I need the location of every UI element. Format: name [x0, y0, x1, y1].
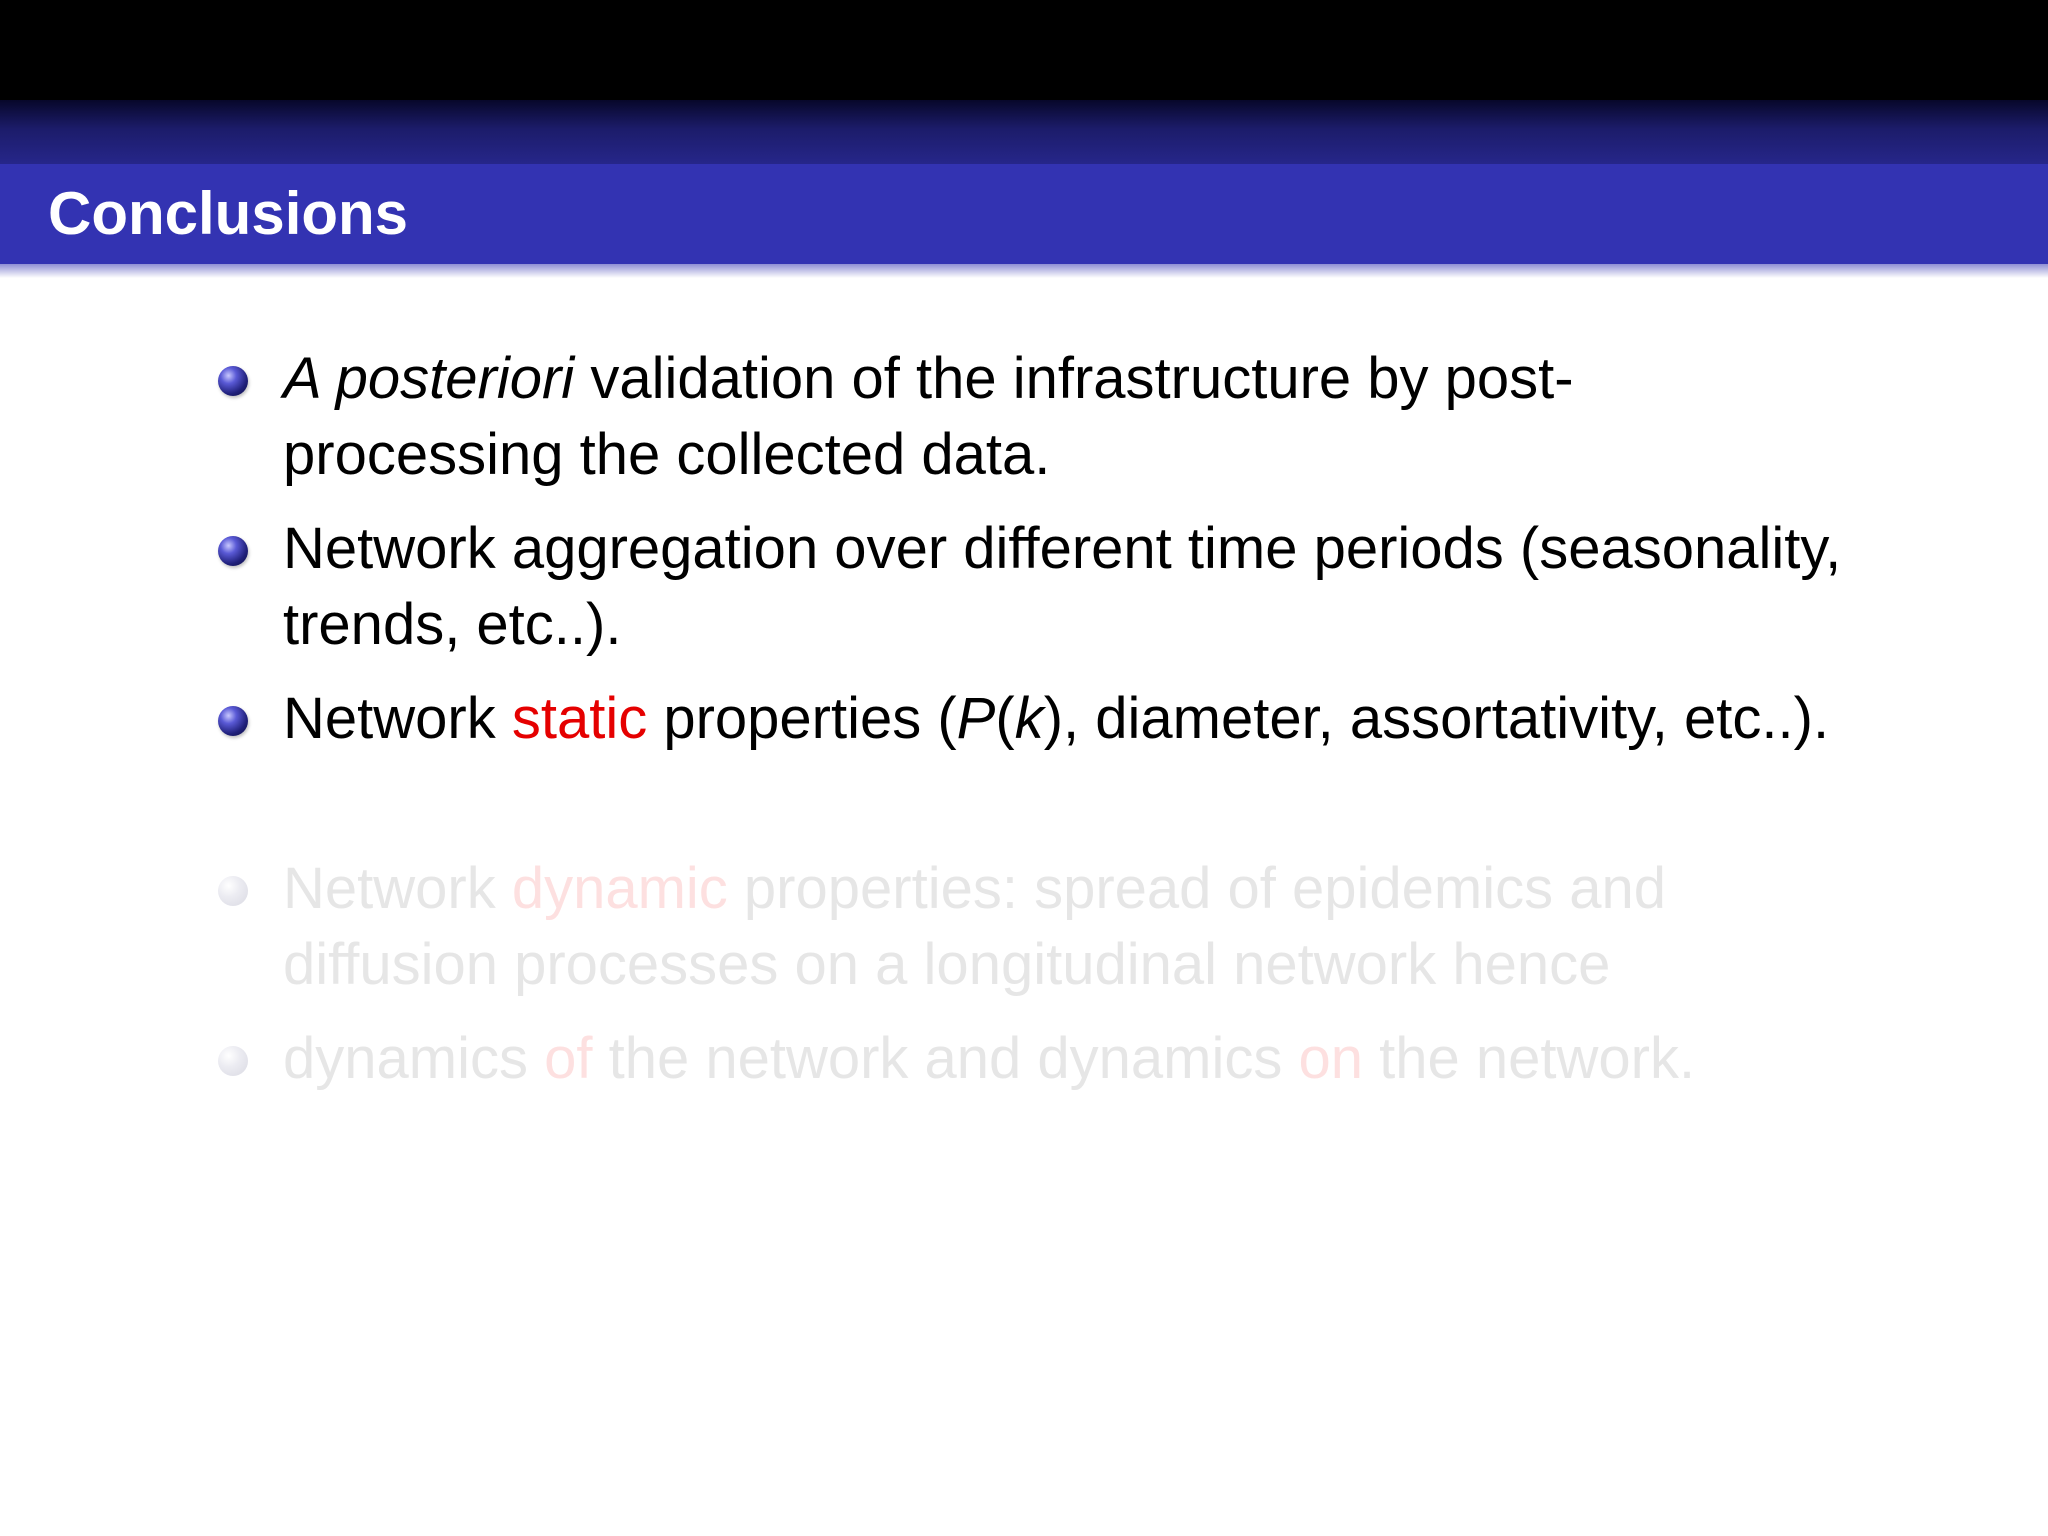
bullet-ball-icon	[218, 536, 248, 566]
bullet-ball-icon	[218, 1046, 248, 1076]
bullet-1-rest: validation of the infrastructure by post-processing the collected data.	[283, 346, 1574, 487]
bullet-text-2: Network aggregation over different time periods (seasonality, trends, etc..).	[283, 516, 1842, 657]
bullet-5-post: the network.	[1363, 1026, 1696, 1091]
bullet-text-1	[283, 341, 1843, 493]
bullet-4-post: properties: spread of epidemics and diffusion processes on a longitudinal network hence	[283, 856, 1667, 997]
bullet-text-3	[283, 681, 1843, 757]
bullet-5-highlight-of: of	[544, 1026, 593, 1091]
bullet-ball-icon	[218, 876, 248, 906]
slide-title: Conclusions	[48, 180, 409, 247]
bullet-ball-icon	[218, 706, 248, 736]
bullet-3-highlight: static	[511, 686, 648, 751]
bullet-3-pre: Network	[283, 686, 512, 751]
bullet-4-highlight: dynamic	[511, 856, 728, 921]
bullet-4-pre: Network	[283, 856, 512, 921]
bullet-3-math-open: (	[995, 686, 1015, 751]
bullet-3-post: ), diameter, assortativity, etc..).	[1043, 686, 1830, 751]
bullet-5-pre: dynamics	[283, 1026, 545, 1091]
bullet-3-math-p: P	[956, 686, 996, 751]
bullet-5-highlight-on: on	[1298, 1026, 1364, 1091]
bullet-5-mid: the network and dynamics	[592, 1026, 1299, 1091]
bullet-text-4	[283, 851, 1843, 1003]
bullet-1-italic: A posteriori	[283, 346, 575, 411]
bullet-text-5	[283, 1021, 1843, 1097]
bullet-3-math-k: k	[1014, 686, 1044, 751]
bullet-ball-icon	[218, 366, 248, 396]
bullet-3-mid: properties (	[647, 686, 957, 751]
